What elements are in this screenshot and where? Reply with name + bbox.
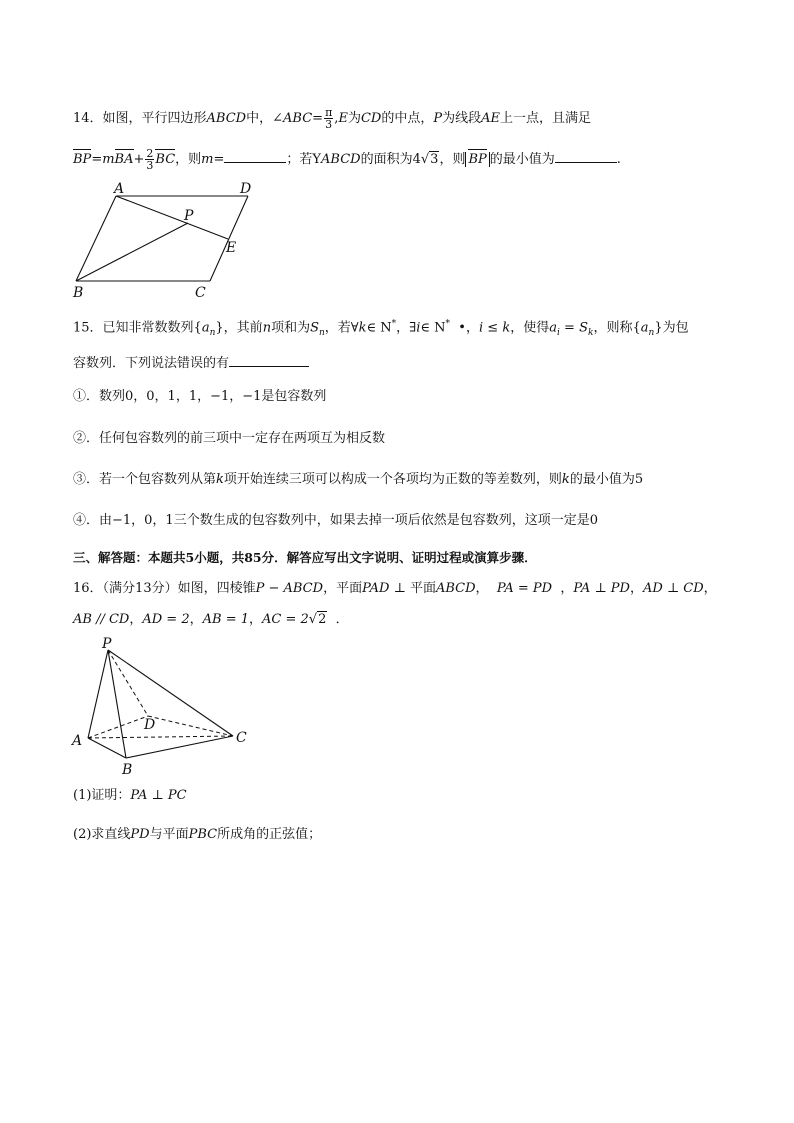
label-D: D: [240, 181, 252, 197]
answer-blank-q15[interactable]: [229, 354, 309, 367]
edge-pb: [108, 650, 126, 758]
edge-dc: [148, 716, 233, 736]
parallelogram-figure: [68, 178, 268, 303]
segment-bp: [76, 223, 188, 281]
label-B: B: [73, 285, 84, 301]
answer-blank-m[interactable]: [224, 150, 286, 163]
q16-line1: 16．（满分13分）如图，四棱锥P − ABCD，平面PAD ⊥ 平面ABCD， PA = PD ，PA ⊥ PD，AD ⊥ CD，: [73, 581, 717, 596]
two-thirds-fraction: $\frac{2}{3}$: [146, 147, 154, 172]
edge-ad: [88, 716, 148, 738]
label-A: A: [72, 733, 83, 749]
q15-line1: 15．已知非常数数列$\{a_n\}$，其前n项和为$S_n$，若∀k∈ N*，∃i∈ N* •，i ≤ k，使得$a_i = S_k$，则称$\{a_n\}$为包: [73, 319, 689, 338]
q15-option-4: ④．由−1，0，1三个数生成的包容数列中，如果去掉一项后依然是包容数列，这项一定是0: [73, 513, 598, 528]
label-P: P: [102, 636, 112, 652]
answer-blank-min[interactable]: [555, 150, 617, 163]
label-B: B: [122, 762, 133, 778]
sqrt-symbol: √: [420, 152, 430, 167]
label-D: D: [144, 717, 156, 733]
q16-line2: AB // CD，AD = 2，AB = 1，AC = 2√2 ．: [73, 612, 349, 627]
abs-vector-bp: BP: [465, 152, 489, 167]
edge-dc: [210, 196, 248, 281]
q15-option-1: ①．数列0，0，1，1，−1，−1是包容数列: [73, 389, 327, 404]
pi-over-3-fraction: $\frac{\pi}{3}$: [325, 106, 333, 131]
q14-line2: BP=mBA+ $\frac{2}{3}$ BC，则m= ；若YABCD的面积为4√3，则 BP 的最小值为 .: [73, 147, 621, 172]
pyramid-figure: [68, 636, 258, 781]
label-P: P: [184, 208, 194, 224]
q15-option-2: ②．任何包容数列的前三项中一定存在两项互为相反数: [73, 431, 386, 446]
segment-ae: [116, 196, 228, 239]
edge-ba: [76, 196, 116, 281]
section-heading: 三、解答题：本题共5小题，共85分．解答应写出文字说明、证明过程或演算步骤．: [73, 550, 537, 565]
q15-line2: 容数列．下列说法错误的有: [73, 354, 309, 373]
label-E: E: [226, 240, 237, 256]
sqrt-symbol-2: √: [308, 612, 318, 627]
q14-line1: 14．如图，平行四边形ABCD中，∠ABC= $\frac{\pi}{3}$ ,E为CD的中点，P为线段AE上一点，且满足: [73, 106, 592, 131]
label-A: A: [114, 181, 125, 197]
q16-sub2: (2)求直线PD与平面PBC所成角的正弦值；: [73, 827, 322, 842]
label-C: C: [195, 285, 206, 301]
label-C: C: [236, 730, 247, 746]
edge-bc: [126, 736, 233, 758]
q16-sub1: (1)证明：PA ⊥ PC: [73, 788, 187, 803]
q15-option-3: ③．若一个包容数列从第k项开始连续三项可以构成一个各项均为正数的等差数列，则k的最小值为5: [73, 472, 644, 487]
edge-ab: [88, 738, 126, 758]
edge-pc: [108, 650, 233, 736]
edge-pa: [88, 650, 108, 738]
diagonal-ac: [88, 736, 233, 738]
